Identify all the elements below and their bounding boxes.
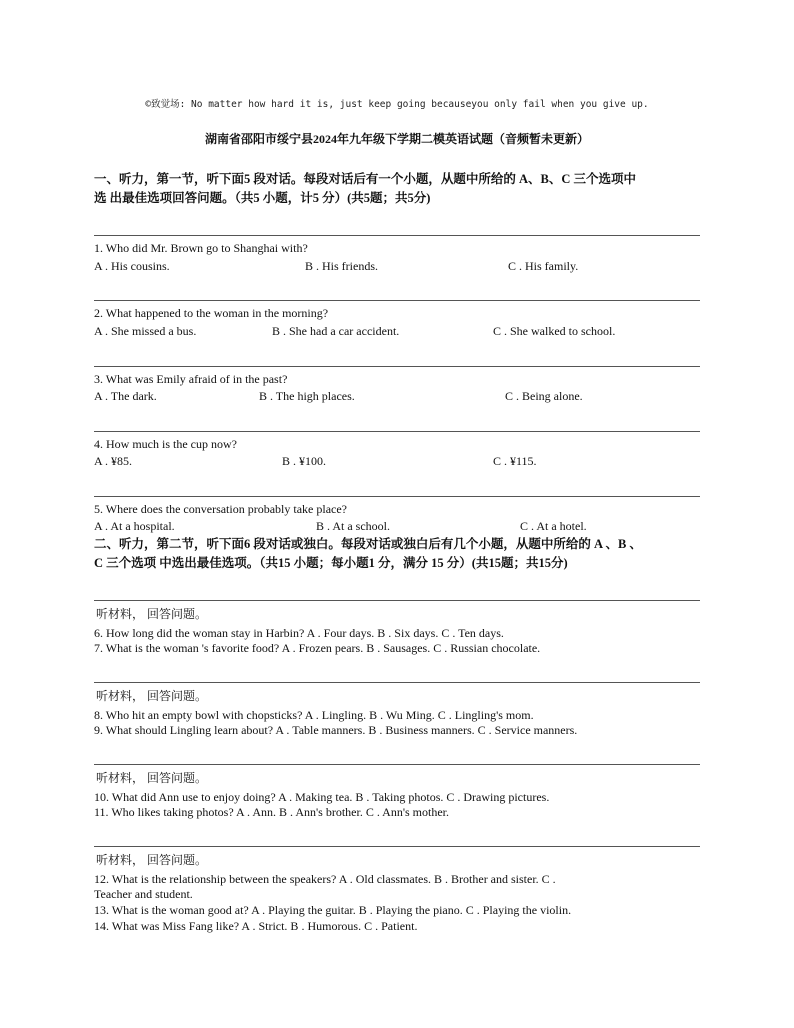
question-1-option-c: C . His family. — [508, 259, 579, 273]
divider — [94, 496, 700, 497]
question-2-option-c: C . She walked to school. — [493, 324, 616, 338]
section-1-heading-line-2: 选 出最佳选项回答问题。（共5 小题，计5 分）(共5题；共5分) — [94, 191, 431, 205]
question-5-text: 5. Where does the conversation probably take place? — [94, 502, 348, 516]
listening-instruction: 听材料， 回答问题。 — [96, 771, 208, 785]
question-11-text: 11. Who likes taking photos? A . Ann. B . Ann's brother. C . Ann's mother. — [94, 805, 449, 819]
divider — [94, 846, 700, 847]
question-1-text: 1. Who did Mr. Brown go to Shanghai with? — [94, 241, 308, 255]
question-2-option-b: B . She had a car accident. — [272, 324, 400, 338]
divider — [94, 682, 700, 683]
section-2-heading-line-2: C 三个选项 中选出最佳选项。（共15 小题；每小题1 分，满分 15 分）(共15题；共15分) — [94, 556, 568, 570]
question-3-text: 3. What was Emily afraid of in the past? — [94, 372, 288, 386]
question-2-text: 2. What happened to the woman in the morning? — [94, 306, 329, 320]
question-7-text: 7. What is the woman 's favorite food? A . Frozen pears. B . Sausages. C . Russian chocolate. — [94, 641, 541, 655]
question-4-option-a: A . ¥85. — [94, 454, 133, 468]
question-3-option-c: C . Being alone. — [505, 389, 583, 403]
divider — [94, 366, 700, 367]
divider — [94, 300, 700, 301]
question-10-text: 10. What did Ann use to enjoy doing? A . Making tea. B . Taking photos. C . Drawing pictures. — [94, 790, 550, 804]
question-3-option-b: B . The high places. — [259, 389, 355, 403]
question-4-text: 4. How much is the cup now? — [94, 437, 237, 451]
question-12-text: 12. What is the relationship between the speakers? A . Old classmates. B . Brother and sister. C . — [94, 872, 556, 886]
question-1-option-b: B . His friends. — [305, 259, 378, 273]
question-9-text: 9. What should Lingling learn about? A . Table manners. B . Business manners. C . Service manners. — [94, 723, 578, 737]
question-8-text: 8. Who hit an empty bowl with chopsticks? A . Lingling. B . Wu Ming. C . Lingling's mom. — [94, 708, 534, 722]
listening-instruction: 听材料， 回答问题。 — [96, 689, 208, 703]
listening-instruction: 听材料， 回答问题。 — [96, 853, 208, 867]
question-4-option-c: C . ¥115. — [493, 454, 537, 468]
question-14-text: 14. What was Miss Fang like? A . Strict. B . Humorous. C . Patient. — [94, 919, 418, 933]
question-5-option-b: B . At a school. — [316, 519, 390, 533]
question-2-option-a: A . She missed a bus. — [94, 324, 197, 338]
question-12-text-continued: Teacher and student. — [94, 887, 193, 901]
question-4-option-b: B . ¥100. — [282, 454, 327, 468]
question-13-text: 13. What is the woman good at? A . Playing the guitar. B . Playing the piano. C . Playing the violin. — [94, 903, 572, 917]
page-title: 湖南省邵阳市绥宁县2024年九年级下学期二模英语试题（音频暂未更新） — [204, 132, 589, 146]
section-2-heading-line-1: 二、听力，第二节，听下面6 段对话或独白。每段对话或独白后有几个小题，从题中所给的 A 、B 、 — [94, 537, 642, 551]
motto: ©致觉场: No matter how hard it is, just keep going becauseyou only fail when you give up. — [145, 99, 649, 110]
divider — [94, 600, 700, 601]
divider — [94, 235, 700, 236]
question-6-text: 6. How long did the woman stay in Harbin? A . Four days. B . Six days. C . Ten days. — [94, 626, 504, 640]
divider — [94, 431, 700, 432]
section-1-heading-line-1: 一、听力，第一节，听下面5 段对话。每段对话后有一个小题，从题中所给的 A、B、C 三个选项中 — [94, 172, 637, 186]
listening-instruction: 听材料， 回答问题。 — [96, 607, 208, 621]
divider — [94, 764, 700, 765]
question-5-option-a: A . At a hospital. — [94, 519, 175, 533]
question-1-option-a: A . His cousins. — [94, 259, 170, 273]
question-3-option-a: A . The dark. — [94, 389, 157, 403]
question-5-option-c: C . At a hotel. — [520, 519, 587, 533]
